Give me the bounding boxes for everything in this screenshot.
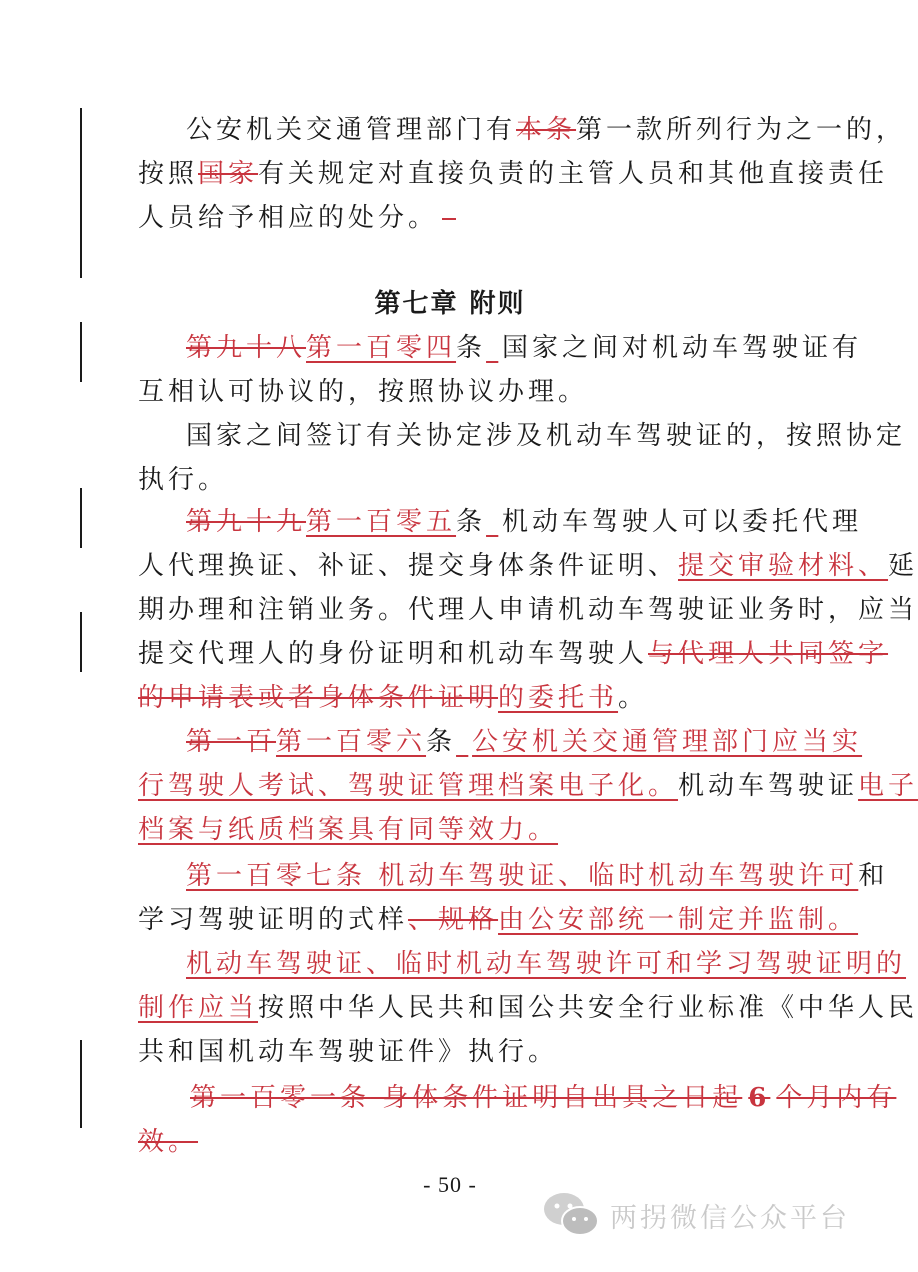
deleted-text: 第九十九 — [186, 507, 307, 537]
text-line — [138, 898, 858, 942]
text-run: 条 — [456, 507, 487, 537]
text-line — [138, 676, 648, 720]
deleted-text: 第九十八 — [186, 333, 307, 363]
text-line — [138, 764, 918, 808]
revision-bar — [80, 322, 82, 382]
deleted-text: 国家 — [198, 159, 259, 189]
inserted-text: 第一百零七条 机动车驾驶证、临时机动车驾驶许可 — [186, 861, 859, 891]
text-run: 和 — [858, 861, 889, 891]
inserted-text — [486, 326, 502, 370]
deleted-text: 第一百 — [186, 727, 277, 757]
inserted-text: 第一百零四 — [306, 333, 457, 363]
chapter-heading: 第七章 附则 — [374, 289, 526, 319]
inserted-text: 第一百零六 — [276, 727, 427, 757]
text-run: 按照 — [138, 159, 199, 189]
wechat-icon — [540, 1189, 602, 1241]
deletion-mark — [442, 218, 456, 220]
text-run: 公安机关交通管理部门有 — [186, 115, 517, 145]
text-line — [138, 196, 456, 240]
inserted-text: 第一百零五 — [306, 507, 457, 537]
text-run: 延 — [888, 551, 918, 581]
inserted-text: 机动车驾驶证、临时机动车驾驶许可和学习驾驶证明的 — [186, 949, 907, 979]
text-run: 按照中华人民共和国公共安全行业标准《中华人民 — [258, 993, 918, 1023]
text-line — [138, 986, 918, 1030]
inserted-text: 制作应当 — [138, 993, 259, 1023]
text-run: 期办理和注销业务。代理人申请机动车驾驶证业务时，应当 — [138, 595, 918, 625]
revision-bar — [80, 488, 82, 548]
text-run: 人员给予相应的处分。 — [138, 203, 439, 233]
revision-bar — [80, 612, 82, 672]
text-line — [138, 1030, 558, 1074]
text-line — [138, 808, 558, 852]
text-line — [138, 544, 918, 588]
inserted-text — [486, 500, 502, 544]
text-line — [186, 500, 862, 544]
deleted-text: 身体条件证明自出具之日起 — [370, 1083, 743, 1113]
text-line — [186, 942, 906, 986]
inserted-text: 公安机关交通管理部门应当实 — [472, 727, 863, 757]
text-run: 提交代理人的身份证明和机动车驾驶人 — [138, 639, 649, 669]
text-line — [138, 370, 588, 414]
text-line — [138, 152, 888, 196]
deleted-text: 本条 — [516, 115, 577, 145]
page-number: - 50 - — [423, 1172, 477, 1197]
inserted-text: 提交审验材料、 — [678, 551, 889, 581]
text-run: 机动车驾驶证 — [678, 771, 859, 801]
text-line — [186, 720, 862, 764]
text-run: 人代理换证、补证、提交身体条件证明、 — [138, 551, 679, 581]
inserted-text: 电子 — [858, 771, 918, 801]
deleted-text: 效。 — [138, 1127, 199, 1157]
text-line — [186, 108, 906, 152]
text-run: 。 — [618, 683, 649, 713]
deleted-text: 与代理人共同签字 — [648, 639, 889, 669]
revision-bar — [80, 1040, 82, 1128]
text-run: 国家之间对机动车驾驶证有 — [502, 333, 863, 363]
text-run: 国家之间签订有关协定涉及机动车驾驶证的，按照协定 — [186, 421, 907, 451]
deleted-text: 6 — [748, 1083, 771, 1113]
deleted-text: 个月内有 — [776, 1083, 897, 1113]
text-line — [190, 1076, 896, 1120]
text-run: 共和国机动车驾驶证件》执行。 — [138, 1037, 559, 1067]
text-line — [138, 588, 918, 632]
text-line — [186, 326, 862, 370]
inserted-text — [456, 720, 472, 764]
deleted-text: 的申请表或者身体条件证明 — [138, 683, 499, 713]
deleted-text: 第一百零一条 — [190, 1083, 371, 1113]
text-run: 机动车驾驶人可以委托代理 — [502, 507, 863, 537]
inserted-text: 的委托书 — [498, 683, 619, 713]
watermark-text: 两拐微信公众平台 — [610, 1202, 850, 1234]
text-line — [186, 414, 906, 458]
text-run: 条 — [426, 727, 457, 757]
watermark — [540, 1180, 850, 1250]
text-run: 学习驾驶证明的式样 — [138, 905, 409, 935]
text-run: 互相认可协议的，按照协议办理。 — [138, 377, 589, 407]
text-run: 执行。 — [138, 465, 229, 495]
text-run: 有关规定对直接负责的主管人员和其他直接责任 — [258, 159, 889, 189]
text-line — [138, 632, 888, 676]
inserted-text: 档案与纸质档案具有同等效力。 — [138, 815, 559, 845]
inserted-text: 行驾驶人考试、驾驶证管理档案电子化。 — [138, 771, 679, 801]
text-line — [138, 1120, 198, 1164]
text-run: 条 — [456, 333, 487, 363]
revision-bar — [80, 108, 82, 278]
text-line — [186, 854, 888, 898]
text-line — [138, 458, 228, 502]
inserted-text: 由公安部统一制定并监制。 — [498, 905, 859, 935]
text-run: 第一款所列行为之一的， — [576, 115, 907, 145]
deleted-text: 、规格 — [408, 905, 499, 935]
